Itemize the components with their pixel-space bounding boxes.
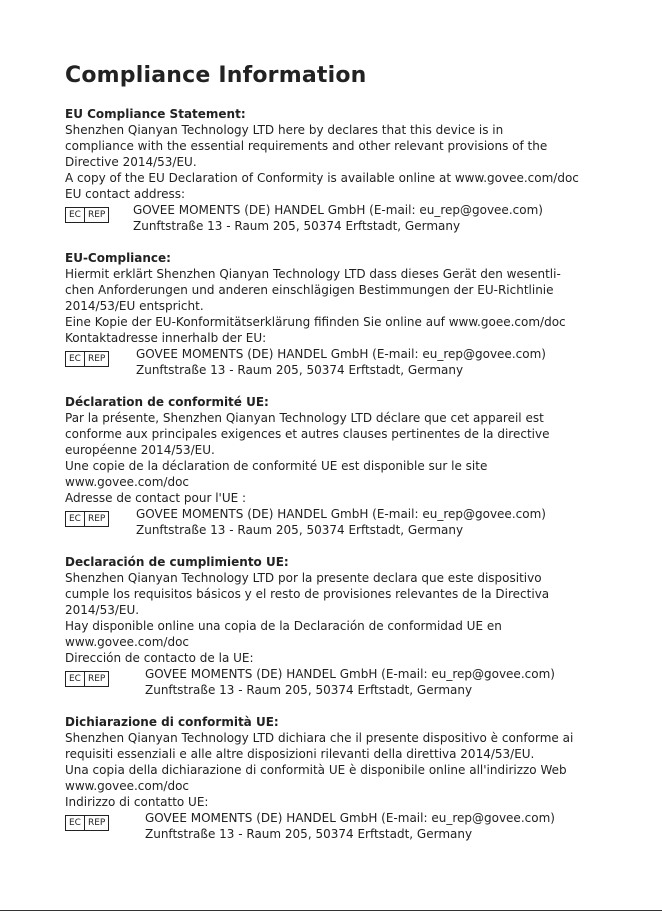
compliance-section	[65, 394, 655, 538]
statement-line: Kontaktadresse innerhalb der EU:	[65, 331, 267, 345]
statement-line: Adresse de contact pour l'UE :	[65, 491, 247, 505]
statement-line: Shenzhen Qianyan Technology LTD por la presente declara que este dispositivo	[65, 571, 542, 585]
sections-container	[65, 106, 655, 842]
contact-address	[145, 810, 555, 842]
contact-street-line: Zunftstraße 13 - Raum 205, 50374 Erftstadt, Germany	[136, 523, 464, 537]
contact-address	[145, 666, 555, 698]
statement-line: chen Anforderungen und anderen einschlägigen Bestimmungen der EU-Richtlinie	[65, 283, 554, 297]
contact-block	[65, 810, 655, 842]
statement-line: www.govee.com/doc	[65, 475, 190, 489]
rep-label: REP	[84, 672, 108, 686]
contact-company-line: GOVEE MOMENTS (DE) HANDEL GmbH (E-mail: eu_rep@govee.com)	[145, 667, 555, 681]
statement-line: Shenzhen Qianyan Technology LTD here by declares that this device is in	[65, 123, 504, 137]
contact-address	[136, 346, 546, 378]
contact-block	[65, 666, 655, 698]
ec-label: EC	[69, 354, 81, 364]
contact-block	[65, 346, 655, 378]
contact-street-line: Zunftstraße 13 - Raum 205, 50374 Erftstadt, Germany	[145, 827, 473, 841]
statement-line: européenne 2014/53/EU.	[65, 443, 215, 457]
statement-line: EU contact address:	[65, 187, 186, 201]
compliance-page	[65, 62, 655, 858]
statement-line: Hay disponible online una copia de la Declaración de conformidad UE en	[65, 619, 502, 633]
contact-street-line: Zunftstraße 13 - Raum 205, 50374 Erftstadt, Germany	[133, 219, 461, 233]
rep-label: REP	[84, 352, 108, 366]
contact-company-line: GOVEE MOMENTS (DE) HANDEL GmbH (E-mail: eu_rep@govee.com)	[136, 507, 546, 521]
compliance-section	[65, 250, 655, 378]
statement-line: Eine Kopie der EU-Konformitätserklärung fifinden Sie online auf www.goee.com/doc	[65, 315, 566, 329]
statement-line: Indirizzo di contatto UE:	[65, 795, 209, 809]
page-title: Compliance Information	[65, 63, 367, 88]
compliance-section	[65, 106, 655, 234]
statement-line: cumple los requisitos básicos y el resto de provisiones relevantes de la Directiva	[65, 587, 550, 601]
contact-street-line: Zunftstraße 13 - Raum 205, 50374 Erftstadt, Germany	[145, 683, 473, 697]
ec-rep-badge	[65, 207, 109, 223]
contact-address	[133, 202, 543, 234]
compliance-section	[65, 554, 655, 698]
ec-rep-badge	[65, 351, 109, 367]
contact-company-line: GOVEE MOMENTS (DE) HANDEL GmbH (E-mail: eu_rep@govee.com)	[136, 347, 546, 361]
statement-line: 2014/53/EU entspricht.	[65, 299, 204, 313]
rep-label: REP	[84, 208, 108, 222]
contact-company-line: GOVEE MOMENTS (DE) HANDEL GmbH (E-mail: eu_rep@govee.com)	[145, 811, 555, 825]
ec-label: EC	[69, 674, 81, 684]
statement-line: Directive 2014/53/EU.	[65, 155, 197, 169]
compliance-section	[65, 714, 655, 842]
section-heading: Déclaration de conformité UE:	[65, 395, 269, 409]
statement-line: www.govee.com/doc	[65, 779, 190, 793]
contact-block	[65, 202, 655, 234]
statement-line: A copy of the EU Declaration of Conformity is available online at www.govee.com/doc	[65, 171, 579, 185]
contact-company-line: GOVEE MOMENTS (DE) HANDEL GmbH (E-mail: eu_rep@govee.com)	[133, 203, 543, 217]
statement-line: www.govee.com/doc	[65, 635, 190, 649]
ec-rep-badge	[65, 511, 109, 527]
statement-line: Par la présente, Shenzhen Qianyan Technology LTD déclare que cet appareil est	[65, 411, 544, 425]
statement-line: Shenzhen Qianyan Technology LTD dichiara che il presente dispositivo è conforme ai	[65, 731, 574, 745]
contact-street-line: Zunftstraße 13 - Raum 205, 50374 Erftstadt, Germany	[136, 363, 464, 377]
section-heading: Dichiarazione di conformità UE:	[65, 715, 279, 729]
rep-label: REP	[84, 816, 108, 830]
statement-line: conforme aux principales exigences et autres clauses pertinentes de la directive	[65, 427, 550, 441]
statement-line: Dirección de contacto de la UE:	[65, 651, 254, 665]
section-heading: Declaración de cumplimiento UE:	[65, 555, 289, 569]
ec-label: EC	[69, 210, 81, 220]
ec-label: EC	[69, 818, 81, 828]
rep-label: REP	[84, 512, 108, 526]
bottom-rule	[0, 910, 662, 911]
section-heading: EU Compliance Statement:	[65, 107, 246, 121]
section-heading: EU-Compliance:	[65, 251, 171, 265]
statement-line: compliance with the essential requirements and other relevant provisions of the	[65, 139, 548, 153]
statement-line: Une copie de la déclaration de conformité UE est disponible sur le site	[65, 459, 488, 473]
statement-line: 2014/53/EU.	[65, 603, 140, 617]
ec-rep-badge	[65, 671, 109, 687]
statement-line: Hiermit erklärt Shenzhen Qianyan Technology LTD dass dieses Gerät den wesentli-	[65, 267, 561, 281]
contact-address	[136, 506, 546, 538]
ec-rep-badge	[65, 815, 109, 831]
statement-line: Una copia della dichiarazione di conformità UE è disponibile online all'indirizzo Web	[65, 763, 567, 777]
statement-line: requisiti essenziali e alle altre disposizioni rilevanti della direttiva 2014/53/EU.	[65, 747, 535, 761]
ec-label: EC	[69, 514, 81, 524]
contact-block	[65, 506, 655, 538]
